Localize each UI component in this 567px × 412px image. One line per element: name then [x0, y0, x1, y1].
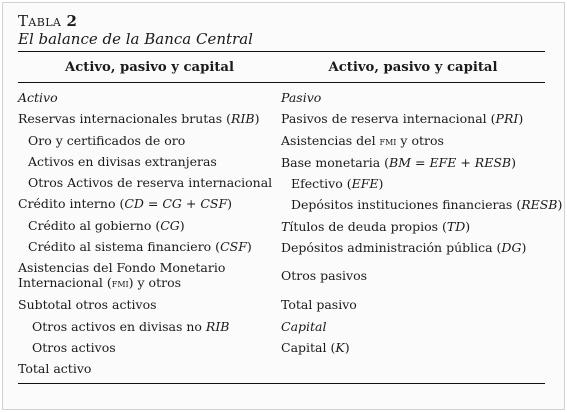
liability-row: Pasivos de reserva internacional (PRI) — [281, 111, 524, 127]
variable-symbol: DG — [501, 240, 522, 256]
asset-row: Activos en divisas extranjeras — [28, 153, 217, 169]
asset-row: Total activo — [18, 361, 92, 377]
asset-row: Crédito interno (CD = CG + CSF) — [18, 196, 233, 212]
asset-row: Otros activos — [32, 339, 116, 355]
asset-row: Otros activos en divisas no RIB — [32, 318, 230, 334]
liability-row: Asistencias del fmi y otros — [281, 132, 444, 148]
liabilities-column — [281, 87, 558, 380]
table-label-prefix: Tabla — [18, 12, 62, 30]
variable-symbol: EFE — [351, 176, 379, 192]
liability-row: Efectivo (EFE) — [291, 176, 384, 192]
table-header — [18, 52, 545, 82]
asset-row: Reservas internacionales brutas (RIB) — [18, 111, 260, 127]
variable-symbol: K — [335, 339, 345, 355]
table-label-number: 2 — [66, 12, 78, 30]
variable-symbol: RIB — [205, 318, 230, 334]
liability-row: Otros pasivos — [281, 268, 368, 284]
asset-row: Crédito al sistema financiero (CSF) — [28, 239, 252, 255]
variable-symbol: T — [281, 218, 290, 234]
variable-symbol: PRI — [495, 111, 519, 127]
asset-row: Subtotal otros activos — [18, 297, 157, 313]
liability-row: Base monetaria (BM = EFE + RESB) — [281, 154, 516, 170]
variable-symbol: RESB — [474, 154, 512, 170]
table-body — [18, 87, 558, 380]
header-left: Activo, pasivo y capital — [65, 59, 234, 75]
header-rule — [18, 82, 545, 83]
asset-row: Asistencias del Fondo Monetario Internacional (fmi) y otros — [18, 260, 226, 291]
variable-symbol: RIB — [231, 111, 255, 127]
table-container — [18, 12, 558, 380]
table-label — [18, 12, 545, 30]
liability-row: Depósitos administración pública (DG) — [281, 240, 527, 256]
liability-row: Títulos de deuda propios (TD) — [281, 218, 471, 234]
asset-row: Otros Activos de reserva internacional — [28, 175, 273, 191]
asset-row: Activo — [18, 90, 58, 105]
bottom-rule — [18, 383, 545, 384]
variable-symbol: CG — [162, 196, 182, 212]
variable-symbol: RESB — [521, 197, 558, 213]
liability-row: Total pasivo — [281, 297, 357, 313]
variable-symbol: EFE — [429, 154, 457, 170]
asset-row: Oro y certificados de oro — [28, 132, 186, 148]
variable-symbol: CG — [160, 217, 180, 233]
assets-column — [18, 87, 281, 380]
variable-symbol: TD — [446, 218, 466, 234]
liability-row: Capital (K) — [281, 339, 350, 355]
fmi-abbrev: fmi — [379, 134, 397, 148]
fmi-abbrev: fmi — [111, 277, 129, 291]
liability-row: Depósitos instituciones financieras (RESB — [291, 197, 558, 213]
asset-row: Crédito al gobierno (CG) — [28, 217, 185, 233]
liability-row: Capital — [281, 318, 327, 334]
variable-symbol: CD — [124, 196, 144, 212]
variable-symbol: CSF — [220, 239, 247, 255]
header-right: Activo, pasivo y capital — [328, 59, 498, 75]
variable-symbol: BM — [389, 154, 412, 170]
liability-row: Pasivo — [281, 90, 322, 105]
variable-symbol: CSF — [200, 196, 228, 212]
table-title: El balance de la Banca Central — [18, 30, 253, 48]
